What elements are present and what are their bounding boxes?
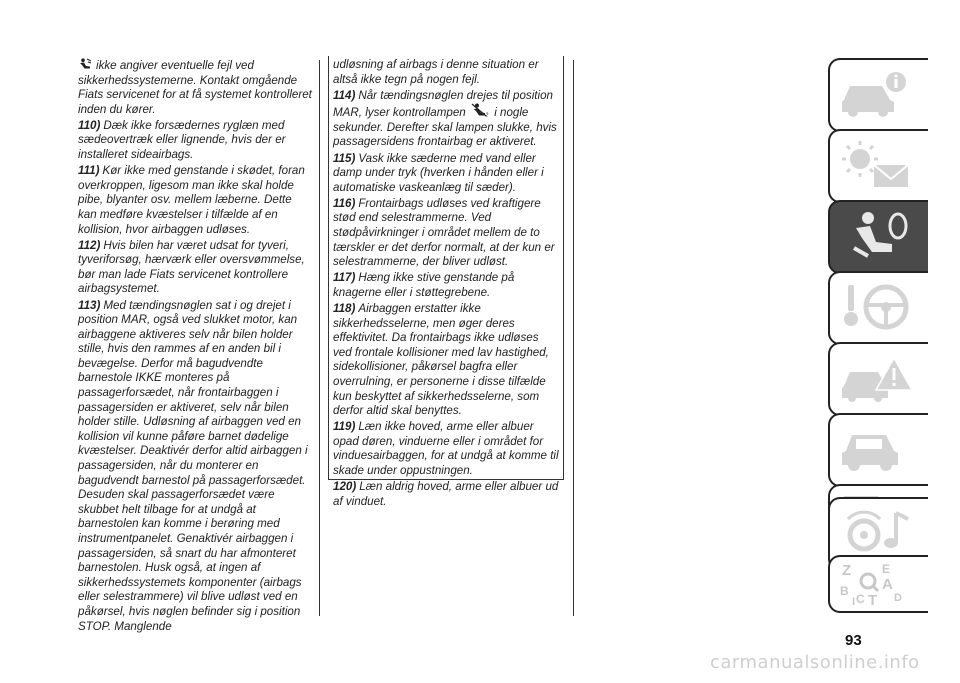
tab-emergency[interactable] [828,342,928,416]
passenger-airbag-off-icon [471,103,489,117]
tab-car-info[interactable] [828,58,928,132]
note-text: Dæk ikke forsædernes ryglæn med sædeovertræk eller lignende, hvis der er installeret sideairbags. [78,118,286,162]
note-116 [333,197,559,270]
note-number: 111) [78,164,100,178]
car-warning-icon [838,350,920,406]
tab-index[interactable] [828,555,928,613]
tab-maintenance[interactable] [828,413,928,487]
intro-text: ikke angiver eventuelle fejl ved sikkerhedssystemerne. Kontakt omgående Fiats servicenet for at få systemet kontrolleret inden du kører. [78,59,312,116]
text-column-left [78,58,312,636]
airbag-seat-icon [838,208,920,264]
note-text: Hvis bilen har været udsat for tyveri, tyveriforsøg, hærværk eller oversvømmelse, bør man lade Fiats servicenet kontrollere airbagsystemet. [78,238,305,296]
note-text: Frontairbags udløses ved kraftigere stød end selestrammerne. Ved stødpåvirkninger i området mellem de to tærskler er det derfor normalt, at der kun er selestrammerne, der bliver udløst. [333,196,555,269]
car-info-icon [838,66,920,122]
note-text: Når tændingsnøglen drejes til position MAR, lyser kontrollampen [333,88,553,120]
note-text: Kør ikke med genstande i skødet, foran overkroppen, ligesom man ikke skal holde pibe, blyanter osv. mellem læberne. Dette kan medføre kvæstelser i tilfælde af en kollision, hvor airbaggen udløses. [78,164,305,236]
note-117 [333,271,559,300]
airbag-warning-icon [78,58,92,70]
lights-mail-icon [838,137,920,193]
index-letter-c: C [856,592,865,606]
note-number: 112) [78,238,101,252]
note-text: Airbaggen erstatter ikke sikkerhedsselerne, men øger deres effektivitet. Da frontairbags ikke udløses ved frontale kollisioner med lav hastighed, sidekollisioner, påkørsel bagfra eller overrulning, er personerne i disse tilfælde kun beskyttet af sikkerhedsselerne, som derfor altid skal benyttes. [333,302,549,418]
index-letters-icon [838,559,920,607]
tab-safety[interactable] [828,200,928,274]
note-number: 120) [333,480,357,494]
index-letter-z: Z [842,562,852,579]
note-number: 113) [78,298,101,312]
index-letter-e: E [882,562,891,576]
note-text: i nogle sekunder. Derefter skal lampen slukke, hvis passagersidens frontairbag er aktiveret. [333,106,557,149]
tab-lights-mail[interactable] [828,129,928,203]
paragraph-continued [333,58,559,87]
index-letter-a: A [882,576,893,593]
note-110 [78,119,312,163]
paragraph-intro [78,58,312,117]
note-text: Med tændingsnøglen sat i og drejet i position MAR, også ved slukket motor, kan airbaggene aktiveres selv når bilen holder stille, hvis den rammes af en anden bil i bevægelse. Derfor må bagudvendte barnestole IKKE monteres på passagerforsædet, når frontairbaggen i passagersiden er aktiveret, selv når bilen holder stille. Udløsning af airbaggen ved en kollision vil kunne påføre barnet dødelige kvæstelser. Deaktivér derfor altid airbaggen i passagersiden, når du monterer en bagudvendt barnestol på passagerforsædet. Desuden skal passagerforsædet være skubbet helt tilbage for at undgå at barnestolen kan komme i berøring med instrumentpanelet. Genaktivér airbaggen i passagersiden, så snart du har afmonteret barnestolen. Husk også, at ingen af sikkerhedssystemets komponenter (airbags eller selestrammere) vil blive udløst ved en påkørsel, hvis nøglen befinder sig i position STOP. Manglende [78,298,308,633]
watermark[interactable]: carmanualsonline.info [710,652,920,673]
index-letter-i: I [852,596,856,607]
note-text: Læn ikke hoved, arme eller albuer opad døren, vinduerne eller i området for vinduesairbaggen, for at undgå at komme til skade under oppustningen. [333,420,559,478]
multimedia-icon [838,505,920,561]
note-113 [78,299,312,635]
note-number: 118) [333,302,356,315]
note-118 [333,302,559,419]
note-number: 110) [78,118,101,132]
note-text: Vask ikke sæderne med vand eller damp under tryk (hverken i hånden eller i automatiske vaskeanlæg til sæder). [333,151,544,194]
index-letter-d: D [894,592,902,604]
column-divider-left [319,60,320,616]
continued-text: udløsning af airbags i denne situation er altså ikke tegn på nogen fejl. [333,58,539,86]
note-number: 115) [333,151,356,165]
note-number: 119) [333,420,356,434]
key-steering-icon [838,279,920,335]
note-number: 114) [333,88,356,102]
svg-text:2: 2 [485,112,489,118]
index-letter-t: T [868,592,878,607]
note-120 [333,480,559,509]
note-119 [333,420,559,478]
note-number: 117) [333,271,356,285]
note-111 [78,164,312,237]
page-number: 93 [845,632,862,649]
note-text: Hæng ikke stive genstande på knagerne eller i støttegrebene. [333,271,515,299]
note-114 [333,89,559,150]
note-text: Læn aldrig hoved, arme eller albuer ud af vinduet. [333,480,559,508]
text-column-right [333,58,559,511]
note-112 [78,239,312,297]
note-number: 116) [333,196,356,210]
note-115 [333,152,559,196]
tab-starting-driving[interactable] [828,271,928,345]
index-letter-b: B [840,584,849,598]
column-divider-right [573,60,574,616]
car-service-icon [838,421,920,477]
